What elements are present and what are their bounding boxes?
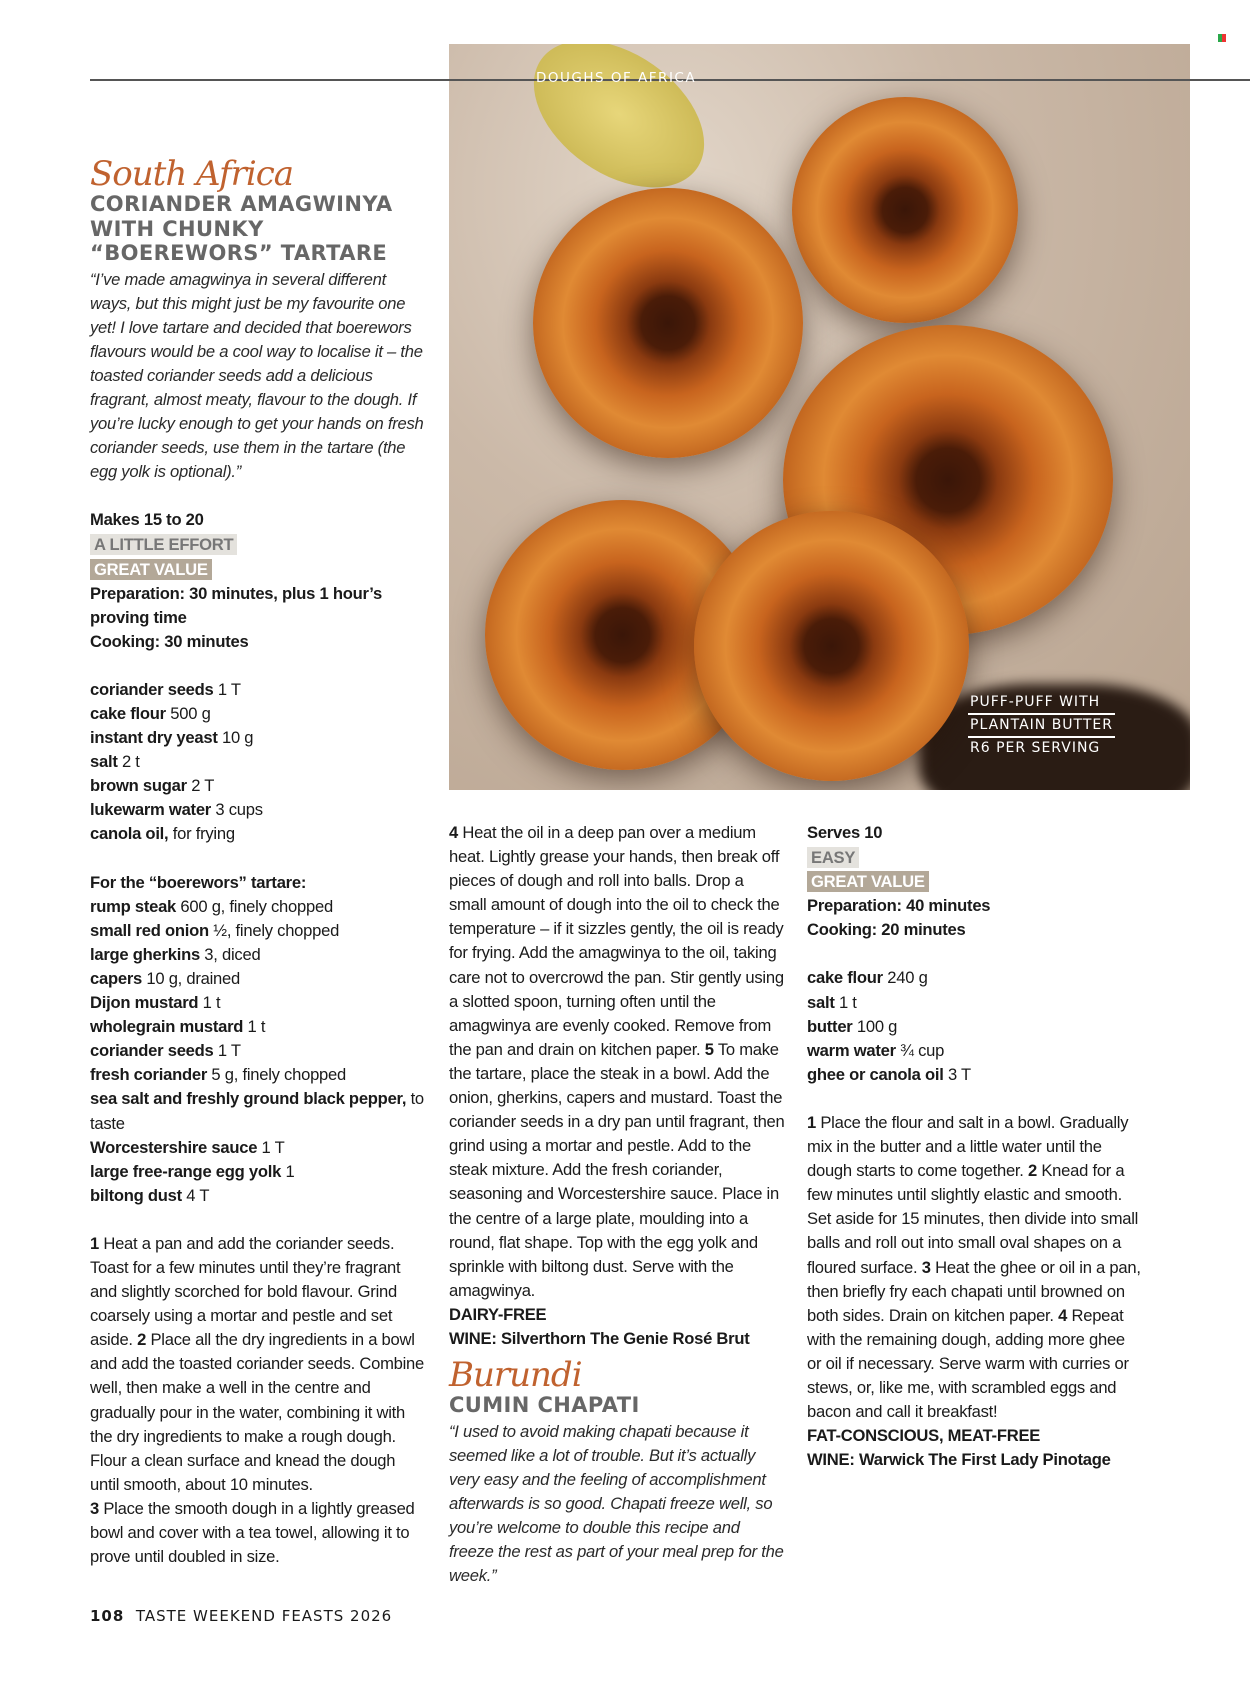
ingredient-quantity: 4 T — [181, 1185, 210, 1205]
ingredient-quantity: 3 T — [943, 1064, 971, 1084]
ingredient-quantity: 1 t — [834, 992, 857, 1012]
ingredient-name: coriander seeds — [90, 679, 214, 699]
ingredient-name: coriander seeds — [90, 1041, 214, 1061]
ingredient-item — [807, 966, 1143, 990]
ingredient-quantity: for frying — [168, 824, 235, 844]
step-number: 5 — [704, 1039, 714, 1059]
ingredient-item — [90, 798, 426, 822]
step-number: 3 — [90, 1498, 99, 1518]
recipe-title: CUMIN CHAPATI — [449, 1393, 640, 1418]
recipe-photo — [449, 44, 1190, 790]
ingredient-name: warm water — [807, 1040, 896, 1060]
ingredient-item — [90, 895, 426, 919]
title-line: WITH CHUNKY — [90, 216, 264, 241]
ingredient-item — [90, 967, 426, 991]
left-column — [90, 156, 426, 1569]
step-number: 2 — [1028, 1161, 1037, 1181]
cook-time: Cooking: 30 minutes — [90, 631, 249, 651]
ingredient-item — [90, 1087, 426, 1135]
photo-caption — [968, 692, 1115, 759]
tartare-ingredient-list — [90, 895, 426, 1208]
step-text: Heat the ghee or oil in a pan, then briefly fry each chapati until browned on both sides. Drain on kitchen paper. — [807, 1257, 1141, 1325]
step-text: Place the smooth dough in a lightly greased bowl and cover with a tea towel, allowing it to prove until doubled in size. — [90, 1498, 415, 1567]
recipe-intro: “I used to avoid making chapati because it seemed like a lot of trouble. But it’s actually very easy and the feeling of accomplishment afterwards is so good. Chapati freeze well, so you’re welcome to double this recipe and freeze the rest as part of your meal prep for the week.” — [449, 1421, 784, 1586]
ingredient-name: cake flour — [90, 704, 166, 723]
ingredient-name: brown sugar — [90, 776, 187, 796]
ingredient-item — [90, 919, 426, 943]
recipe-region: South Africa — [90, 154, 294, 194]
ingredient-name: rump steak — [90, 896, 177, 916]
method — [90, 1232, 426, 1569]
effort-badge: A LITTLE EFFORT — [90, 534, 237, 555]
value-badge: GREAT VALUE — [807, 871, 929, 892]
section-label: DOUGHS OF AFRICA — [536, 70, 697, 86]
dietary-info: DAIRY-FREE — [449, 1304, 547, 1324]
step-text: Place the flour and salt in a bowl. Gradually mix in the butter and a little water until the dough starts to come together. — [807, 1112, 1129, 1181]
recipe-intro: “I’ve made amagwinya in several different ways, but this might just be my favourite one yet! I love tartare and decided that boerewors flavours would be a cool way to localise it – the toasted coriander seeds add a delicious fragrant, almost meaty, flavour to the dough. If you’re lucky enough to get your hands on fresh coriander seeds, use them in the tartare (the egg yolk is optional).” — [90, 269, 424, 482]
ingredient-quantity: 240 g — [882, 968, 928, 988]
wine-pairing: WINE: Silverthorn The Genie Rosé Brut — [449, 1328, 750, 1348]
ingredient-name: large gherkins — [90, 944, 200, 964]
ingredient-name: capers — [90, 968, 143, 988]
ingredient-item — [807, 1063, 1143, 1087]
ingredient-quantity: 100 g — [852, 1016, 898, 1036]
ingredient-quantity: 2 T — [186, 776, 215, 796]
yield: Makes 15 to 20 — [90, 510, 204, 530]
ingredient-item — [90, 774, 426, 798]
title-line: “BOEREWORS” TARTARE — [90, 241, 388, 265]
ingredient-item — [807, 1039, 1143, 1063]
ingredient-name: instant dry yeast — [90, 728, 218, 748]
ingredient-quantity: ½, finely chopped — [208, 920, 340, 940]
puff-puff — [694, 511, 969, 781]
ingredient-quantity: 1 t — [243, 1017, 266, 1037]
ingredient-item — [90, 991, 426, 1015]
right-column — [807, 821, 1143, 1472]
cook-time: Cooking: 20 minutes — [807, 920, 966, 940]
ingredient-quantity: 600 g, finely chopped — [176, 896, 333, 916]
ingredient-quantity: ¾ cup — [895, 1040, 945, 1060]
step-text: Repeat with the remaining dough, adding more ghee or oil if necessary. Serve warm with curries or stews, or, like me, with scrambled eggs and bacon and call it breakfast! — [807, 1305, 1129, 1422]
step-number: 3 — [921, 1257, 931, 1277]
ingredient-name: large free-range egg yolk — [90, 1161, 282, 1181]
recipe-region: Burundi — [449, 1355, 582, 1396]
ingredient-quantity: 1 T — [213, 679, 241, 699]
ingredient-quantity: to taste — [90, 1089, 424, 1133]
ingredient-item — [90, 1015, 426, 1039]
ingredient-quantity: 1 T — [213, 1041, 241, 1061]
prep-time: Preparation: 40 minutes — [807, 896, 991, 916]
ingredient-item — [90, 750, 426, 774]
ingredient-item — [90, 1063, 426, 1087]
ingredient-name: wholegrain mustard — [90, 1017, 244, 1037]
puff-puff — [792, 97, 1018, 323]
ingredient-item — [90, 822, 426, 846]
method — [807, 1111, 1143, 1424]
dietary-info: FAT-CONSCIOUS, MEAT-FREE — [807, 1426, 1041, 1446]
ingredient-quantity: 10 g, drained — [142, 968, 240, 988]
middle-column — [449, 821, 785, 1588]
ingredient-quantity: 3, diced — [199, 944, 261, 964]
puff-puff — [533, 188, 803, 458]
ingredient-quantity: 3 cups — [211, 800, 263, 820]
title-line: CORIANDER AMAGWINYA — [90, 192, 393, 216]
ingredient-name: cake flour — [807, 968, 883, 988]
ingredient-item — [90, 1160, 426, 1184]
ingredient-item — [90, 1136, 426, 1160]
yield: Serves 10 — [807, 823, 883, 842]
ingredient-quantity: 1 — [281, 1161, 295, 1181]
caption-line: PLANTAIN BUTTER — [968, 715, 1115, 738]
ingredient-name: butter — [807, 1016, 853, 1036]
ingredient-item — [90, 1184, 426, 1208]
ingredient-item — [90, 943, 426, 967]
method-continued — [449, 821, 785, 1303]
ingredient-quantity: 1 t — [198, 993, 221, 1013]
page-footer — [90, 1607, 392, 1625]
ingredient-item — [90, 702, 426, 726]
ingredient-name: salt — [807, 992, 835, 1012]
page-number: 108 — [90, 1607, 125, 1625]
effort-badge: EASY — [807, 847, 859, 868]
step-text: Heat a pan and add the coriander seeds. Toast for a few minutes until they’re fragrant and slightly scorched for bold flavour. Grind coarsely using a mortar and pestle and set aside. — [90, 1233, 401, 1350]
ingredient-item — [807, 991, 1143, 1015]
prep-time: Preparation: 30 minutes, plus 1 hour’s proving time — [90, 583, 383, 627]
tartare-heading: For the “boerewors” tartare: — [90, 872, 307, 892]
ingredient-name: sea salt and freshly ground black pepper, — [90, 1089, 407, 1109]
step-number: 1 — [807, 1112, 816, 1132]
step-number: 4 — [1058, 1305, 1068, 1325]
corner-mark — [1218, 34, 1226, 42]
wine-pairing: WINE: Warwick The First Lady Pinotage — [807, 1450, 1111, 1470]
ingredient-item — [90, 1039, 426, 1063]
step-text: Heat the oil in a deep pan over a medium heat. Lightly grease your hands, then break off pieces of dough and roll into balls. Drop a small amount of dough into the oil to check the temperature – if it sizzles gently, the oil is ready for frying. Add the amagwinya to the oil, taking care not to overcrowd the pan. Stir gently using a slotted spoon, turning often until the amagwinya are evenly cooked. Remove from the pan and drain on kitchen paper. — [449, 823, 784, 1059]
step-text: Knead for a few minutes until slightly elastic and smooth. Set aside for 15 minutes, then divide into small balls and roll out into small oval shapes on a floured surface. — [807, 1161, 1139, 1277]
ingredient-name: Worcestershire sauce — [90, 1137, 258, 1157]
ingredient-quantity: 1 T — [257, 1137, 285, 1157]
ingredient-quantity: 5 g, finely chopped — [207, 1065, 346, 1085]
ingredient-name: biltong dust — [90, 1185, 182, 1205]
caption-line: PUFF-PUFF WITH — [968, 692, 1115, 715]
ingredient-name: fresh coriander — [90, 1065, 208, 1085]
caption-line: R6 PER SERVING — [970, 740, 1101, 756]
recipe-title — [90, 192, 426, 266]
ingredient-name: small red onion — [90, 920, 209, 940]
ingredient-name: salt — [90, 752, 118, 772]
step-number: 2 — [137, 1330, 147, 1350]
ingredient-list — [90, 678, 426, 847]
ingredient-item — [807, 1015, 1143, 1039]
ingredient-name: ghee or canola oil — [807, 1064, 944, 1084]
ingredient-quantity: 2 t — [117, 752, 140, 772]
value-badge: GREAT VALUE — [90, 559, 212, 580]
ingredient-quantity: 10 g — [217, 728, 254, 748]
ingredient-item — [90, 726, 426, 750]
ingredient-name: Dijon mustard — [90, 993, 199, 1013]
ingredient-item — [90, 678, 426, 702]
ingredient-name: canola oil, — [90, 824, 169, 844]
ingredient-list — [807, 966, 1143, 1086]
step-text: Place all the dry ingredients in a bowl and add the toasted coriander seeds. Combine well, then make a well in the centre and gradually pour in the water, combining it with the dry ingredients to make a rough dough. Flour a clean surface and knead the dough until smooth, about 10 minutes. — [90, 1330, 425, 1494]
step-text: To make the tartare, place the steak in a bowl. Add the onion, gherkins, capers and mustard. Toast the coriander seeds in a dry pan until fragrant, then grind using a mortar and pestle. Add to the steak mixture. Add the fresh coriander, seasoning and Worcestershire sauce. Place in the centre of a large plate, moulding into a round, flat shape. Top with the egg yolk and sprinkle with biltong dust. Serve with the amagwinya. — [449, 1039, 785, 1300]
publication-name: TASTE WEEKEND FEASTS 2026 — [135, 1607, 393, 1625]
step-number: 4 — [449, 823, 458, 842]
ingredient-quantity: 500 g — [165, 704, 211, 723]
ingredient-name: lukewarm water — [90, 800, 212, 820]
step-number: 1 — [90, 1233, 99, 1253]
